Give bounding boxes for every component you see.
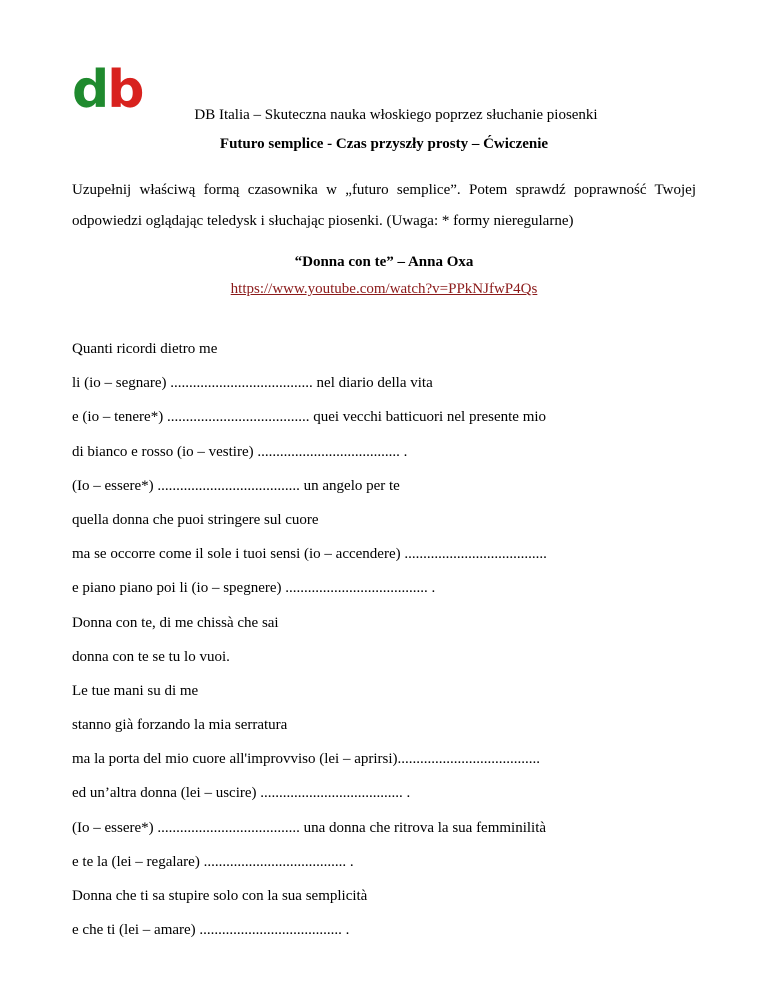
lyric-line: e che ti (lei – amare) ...................................... . <box>72 922 350 939</box>
lyric-line: quella donna che puoi stringere sul cuore <box>72 511 319 528</box>
lyric-line: li (io – segnare) ...................................... nel diario della vita <box>72 375 433 392</box>
lyric-line: Donna che ti sa stupire solo con la sua semplicità <box>72 888 368 904</box>
lyric-line: stanno già forzando la mia serratura <box>72 717 288 734</box>
exercise-instructions: Uzupełnij właściwą formą czasownika w „futuro semplice”. Potem sprawdź poprawność Twojej odpowiedzi oglądając teledysk i słuchając piosenki. (Uwaga: * formy nieregularne) <box>72 182 696 229</box>
song-title: “Donna con te” – Anna Oxa <box>294 254 474 270</box>
lyric-line: e piano piano poi li (io – spegnere) ...................................... . <box>72 580 436 597</box>
lyric-line: e te la (lei – regalare) ...................................... . <box>72 853 354 870</box>
lyric-line: ed un’altra donna (lei – uscire) ...................................... . <box>72 785 411 802</box>
lyric-line: ma se occorre come il sole i tuoi sensi (io – accendere) ...................................... <box>72 546 547 563</box>
lyric-line: di bianco e rosso (io – vestire) ...................................... . <box>72 443 408 460</box>
lyric-line: Quanti ricordi dietro me <box>72 341 218 357</box>
lyric-line: (Io – essere*) ...................................... una donna che ritrova la sua femminilità <box>72 819 547 836</box>
logo-letter-d: d <box>72 60 108 120</box>
lyric-line: ma la porta del mio cuore all'improvviso (lei – aprirsi)...................................... <box>72 751 541 768</box>
document-title: Futuro semplice - Czas przyszły prosty – Ćwiczenie <box>219 136 549 152</box>
lyric-line: Le tue mani su di me <box>72 682 199 699</box>
youtube-link[interactable]: https://www.youtube.com/watch?v=PPkNJfwP4Qs <box>230 281 538 297</box>
lyric-line: donna con te se tu lo vuoi. <box>72 648 230 665</box>
lyric-line: (Io – essere*) ...................................... un angelo per te <box>72 477 400 494</box>
logo-letter-b: b <box>107 60 143 120</box>
lyrics-list <box>72 340 696 955</box>
document-subtitle: DB Italia – Skuteczna nauka włoskiego poprzez słuchanie piosenki <box>194 107 598 123</box>
song-link-line <box>0 280 768 298</box>
lyric-line: Donna con te, di me chissà che sai <box>72 614 279 631</box>
lyric-line: e (io – tenere*) ...................................... quei vecchi batticuori nel presente mio <box>72 409 547 426</box>
